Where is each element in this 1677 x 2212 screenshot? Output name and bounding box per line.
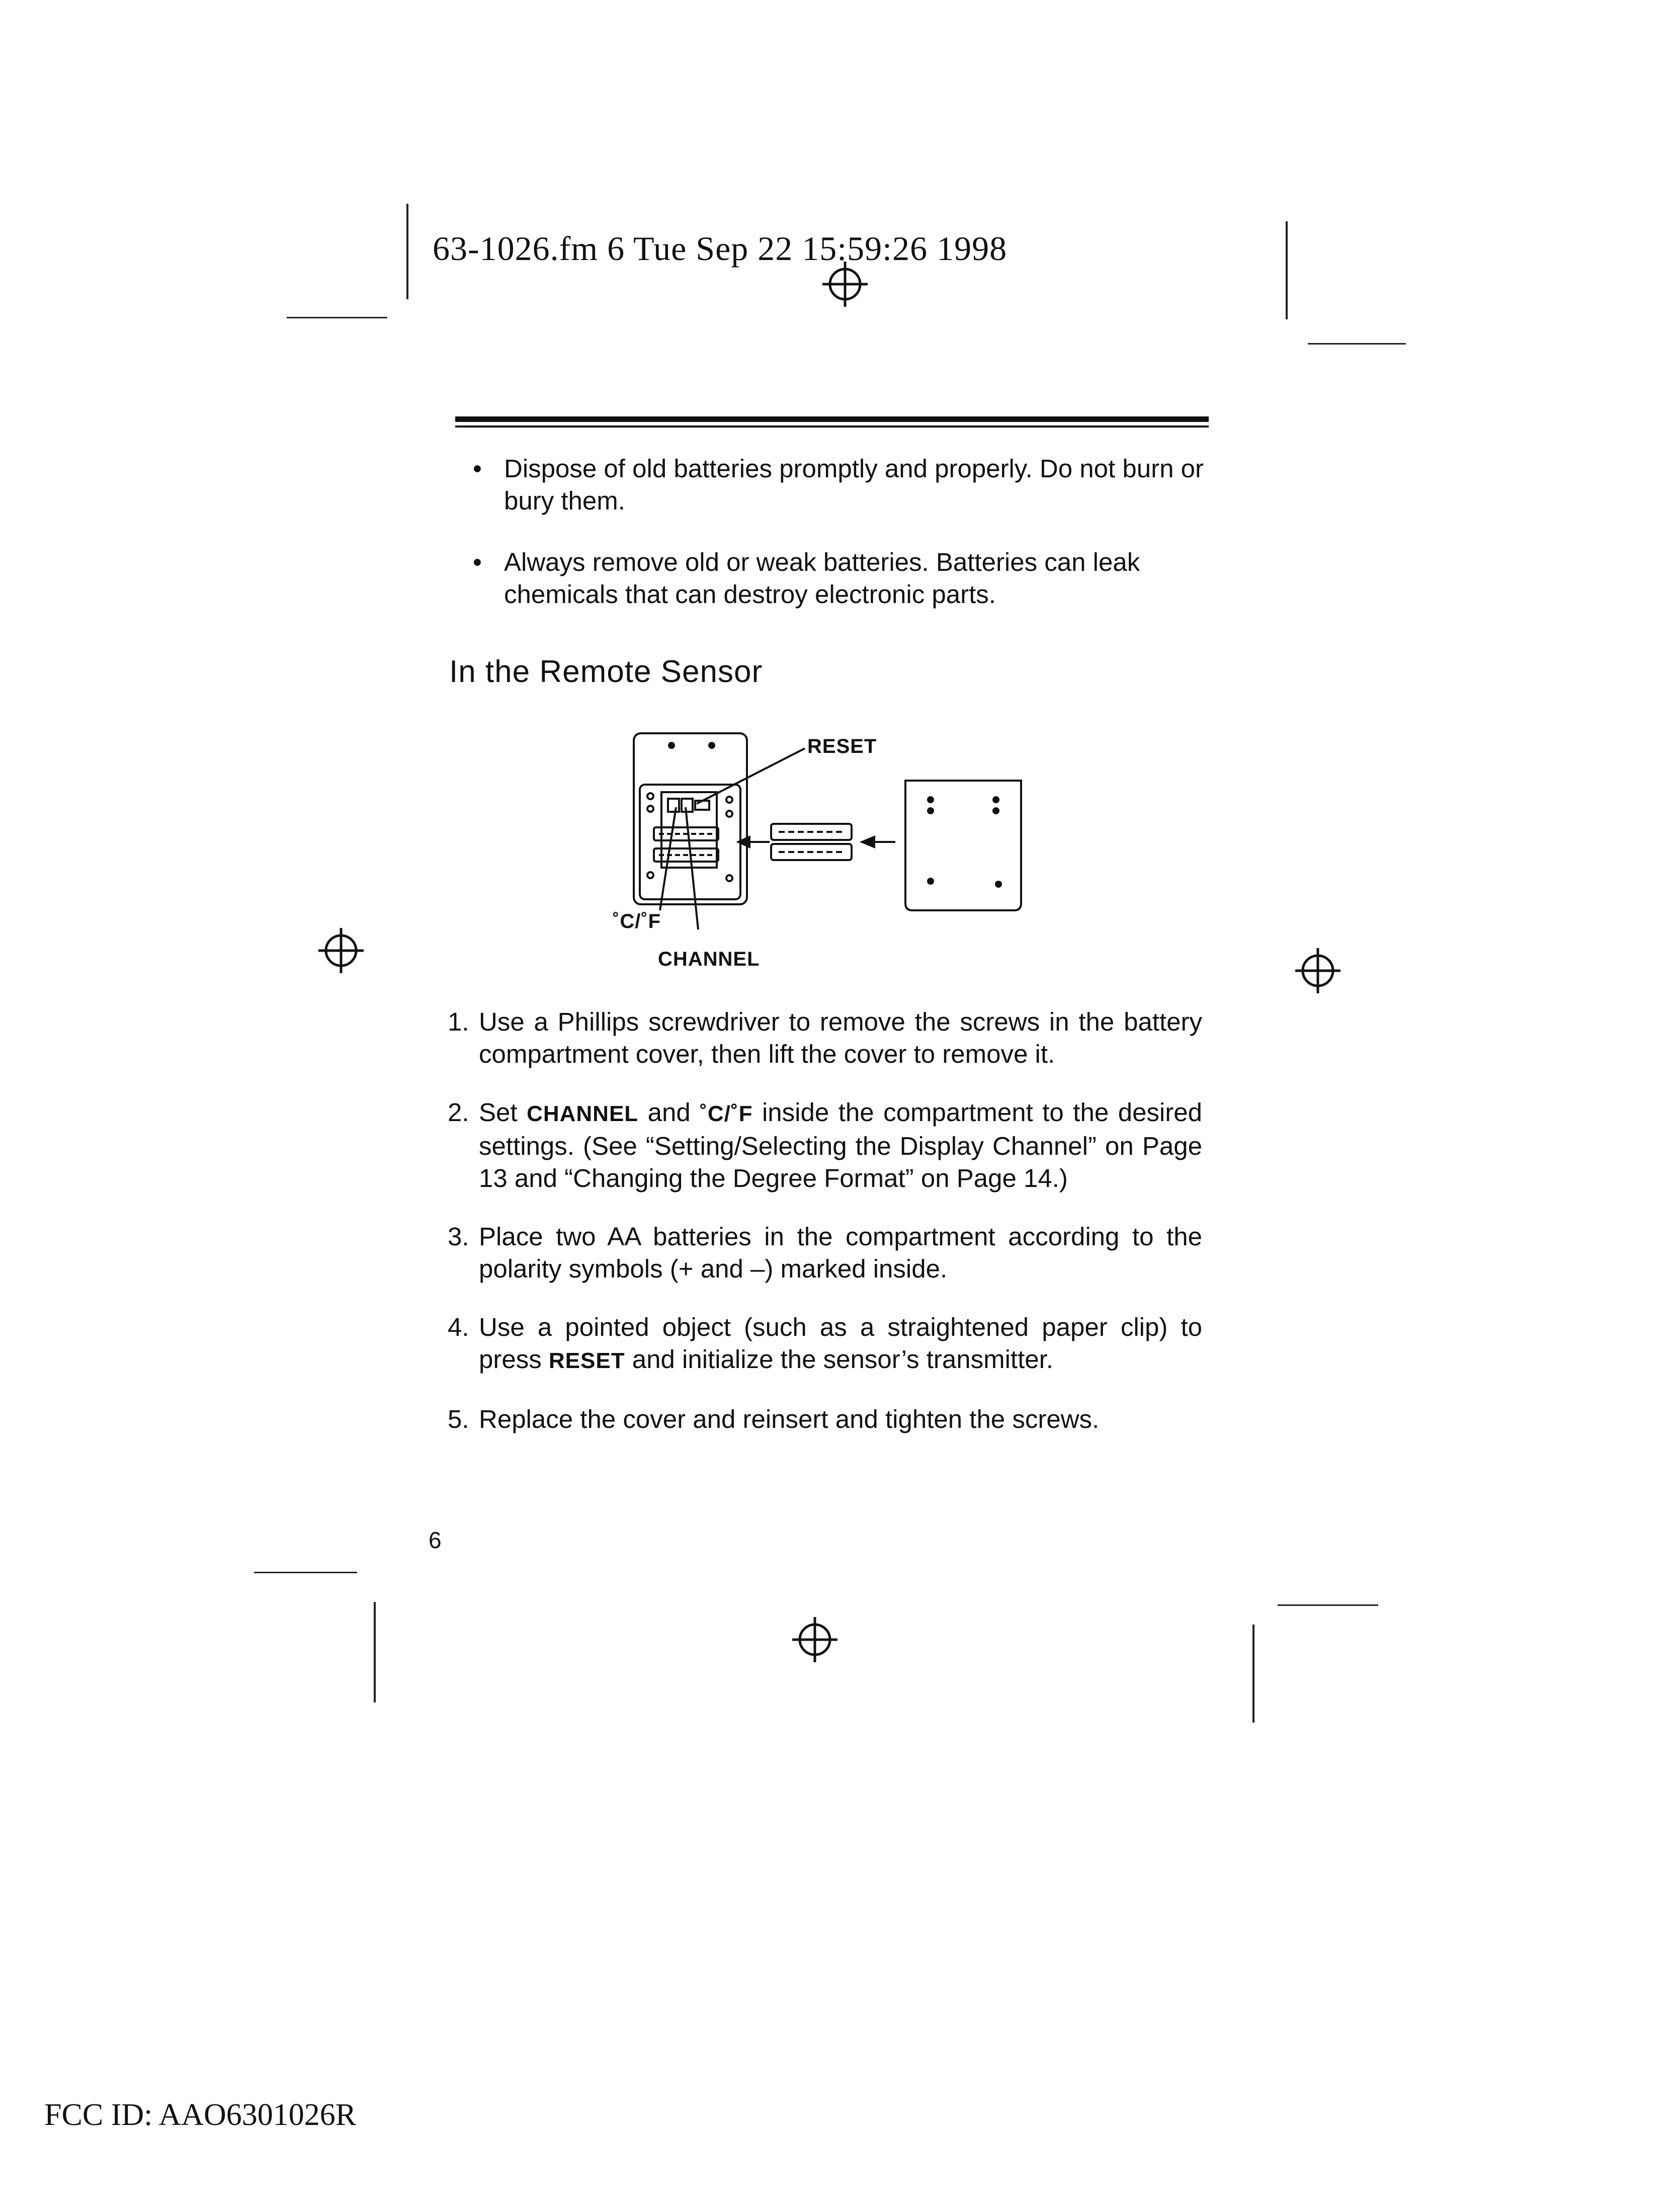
step-text-part: and — [638, 1098, 700, 1127]
step-text — [479, 1313, 1202, 1374]
degree-format-label: ˚C/˚F — [613, 910, 661, 932]
page-number: 6 — [429, 1527, 442, 1553]
battery-install-steps — [448, 1006, 1202, 1462]
crop-mark-bottom-left-vertical — [374, 1602, 376, 1703]
channel-keyword: CHANNEL — [527, 1101, 639, 1126]
remote-sensor-illustration — [578, 724, 1051, 986]
list-item — [448, 1006, 1202, 1070]
reset-label: RESET — [807, 735, 877, 757]
top-rule-thin — [455, 426, 1209, 428]
crop-mark-bottom-left-horizontal — [254, 1572, 357, 1573]
list-item — [473, 546, 1215, 611]
step-text-part: Set — [479, 1098, 527, 1127]
bullet-icon: • — [473, 454, 482, 483]
registration-target-bottom-icon — [790, 1614, 840, 1665]
step-text-part: Use a pointed object (such as a straightened paper clip) to press — [479, 1313, 1202, 1374]
step-text-part: inside the compartment to the desired settings. (See “Setting/Selecting the Display Channel” on Page 13 and “Changing the Degree Format” on Page 14.) — [479, 1098, 1202, 1193]
reset-keyword: RESET — [548, 1348, 625, 1373]
registration-target-right-icon — [1293, 946, 1343, 996]
degree-keyword: ˚C/˚F — [700, 1101, 753, 1126]
registration-target-left-icon — [316, 925, 366, 976]
list-item — [473, 453, 1215, 517]
step-number: 5. — [448, 1405, 469, 1433]
crop-mark-bottom-right-vertical — [1252, 1625, 1254, 1723]
step-number: 3. — [448, 1222, 469, 1251]
step-number: 4. — [448, 1313, 469, 1341]
bullet-icon: • — [473, 548, 482, 576]
bullet-text: Always remove old or weak batteries. Batteries can leak chemicals that can destroy electronic parts. — [504, 548, 1140, 609]
list-item — [448, 1311, 1202, 1377]
fcc-id: FCC ID: AAO6301026R — [44, 2098, 357, 2132]
step-text: Use a Phillips screwdriver to remove the screws in the battery compartment cover, then lift the cover to remove it. — [479, 1007, 1202, 1068]
list-item — [448, 1403, 1202, 1435]
step-text: Replace the cover and reinsert and tighten the screws. — [479, 1405, 1100, 1433]
top-rule-thick — [455, 416, 1209, 422]
crop-mark-top-right-horizontal — [1308, 343, 1406, 345]
crop-mark-top-right-vertical — [1286, 221, 1288, 319]
step-text-part: and initialize the sensor’s transmitter. — [625, 1345, 1053, 1374]
battery-safety-list — [473, 453, 1215, 611]
file-header-stamp: 63-1026.fm 6 Tue Sep 22 15:59:26 1998 — [433, 229, 1008, 268]
remote-sensor-figure — [578, 724, 1051, 986]
step-text — [479, 1098, 1202, 1193]
section-heading: In the Remote Sensor — [449, 654, 763, 689]
crop-mark-bottom-right-horizontal — [1278, 1604, 1378, 1606]
list-item — [448, 1221, 1202, 1285]
step-number: 1. — [448, 1007, 469, 1036]
crop-mark-top-left-horizontal — [287, 317, 387, 318]
channel-label: CHANNEL — [658, 948, 760, 970]
bullet-text: Dispose of old batteries promptly and properly. Do not burn or bury them. — [504, 454, 1204, 515]
crop-mark-top-left-vertical — [406, 204, 408, 299]
list-item — [448, 1096, 1202, 1195]
step-number: 2. — [448, 1098, 469, 1127]
step-text: Place two AA batteries in the compartment according to the polarity symbols (+ and –) marked inside. — [479, 1222, 1202, 1283]
